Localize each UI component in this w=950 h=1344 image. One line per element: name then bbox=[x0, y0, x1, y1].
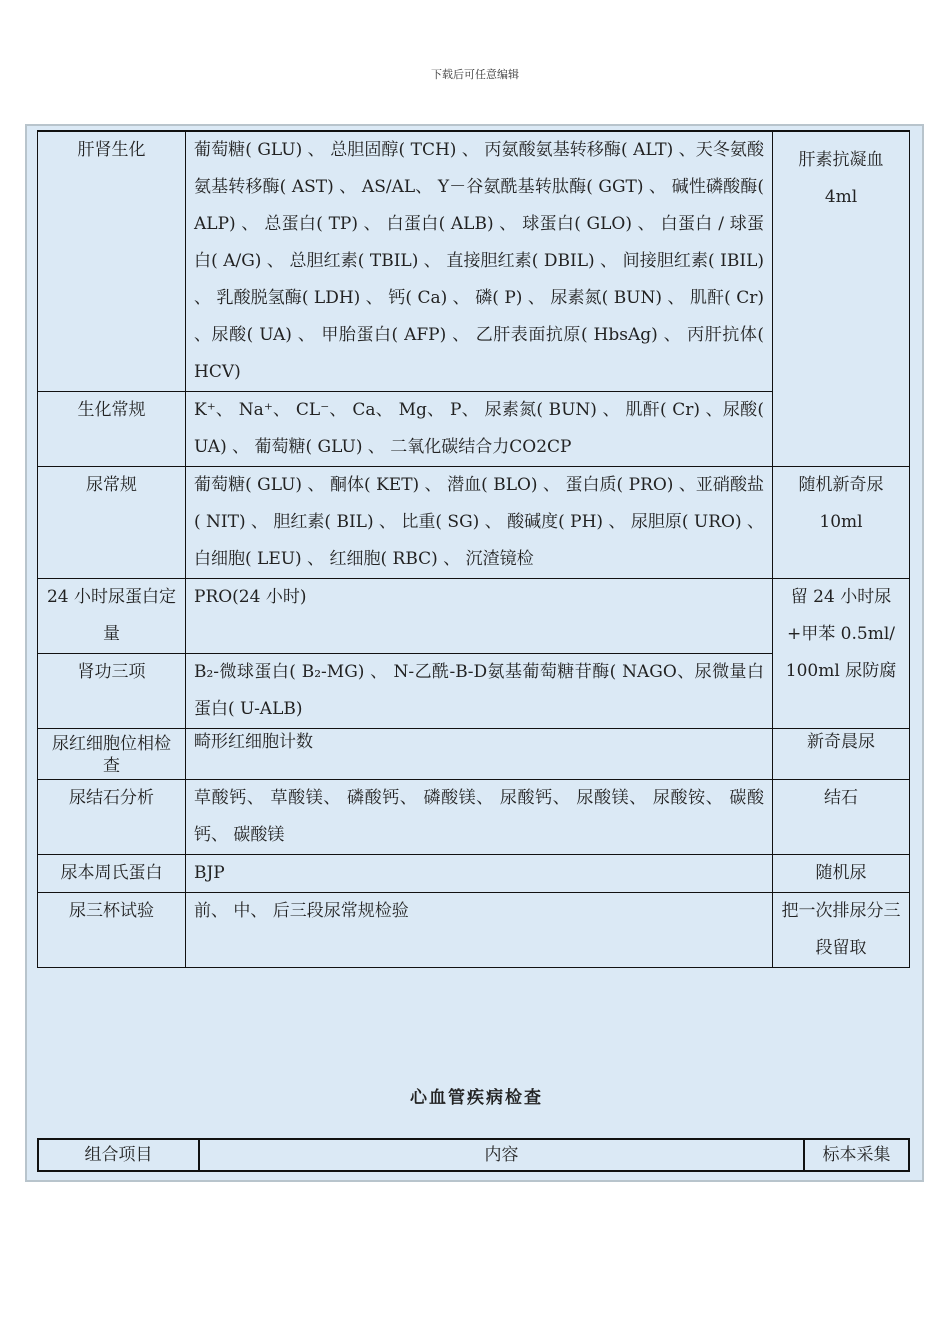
table-row bbox=[38, 780, 910, 855]
table-row bbox=[38, 131, 910, 392]
header-note: 下载后可任意编辑 bbox=[431, 68, 519, 81]
row-name: 尿结石分析 bbox=[38, 780, 186, 855]
row-name: 尿三杯试验 bbox=[38, 893, 186, 968]
row-name: 尿红细胞位相检查 bbox=[38, 729, 186, 780]
row-content: 葡萄糖( GLU) 、 酮体( KET) 、 潜血( BLO) 、 蛋白质( PRO) 、亚硝酸盐( NIT) 、 胆红素( BIL) 、 比重( SG) 、 酸碱度( PH) 、 尿胆原( URO) 、 白细胞( LEU) 、 红细胞( RBC) 、 沉渣镜检 bbox=[186, 467, 773, 579]
row-content: 草酸钙、 草酸镁、 磷酸钙、 磷酸镁、 尿酸钙、 尿酸镁、 尿酸铵、 碳酸钙、 碳酸镁 bbox=[186, 780, 773, 855]
row-sample: 留 24 小时尿+甲苯 0.5ml/ 100ml 尿防腐 bbox=[773, 579, 910, 729]
document-panel bbox=[25, 124, 924, 1182]
row-name: 肝肾生化 bbox=[38, 131, 186, 392]
row-sample: 结石 bbox=[773, 780, 910, 855]
section-title: 心血管疾病检查 bbox=[410, 1088, 543, 1108]
header-col-content: 内容 bbox=[199, 1139, 804, 1171]
cardio-table-header bbox=[37, 1138, 910, 1172]
table-row bbox=[38, 855, 910, 893]
lab-test-table bbox=[37, 130, 910, 968]
row-sample: 随机尿 bbox=[773, 855, 910, 893]
row-content: PRO(24 小时) bbox=[186, 579, 773, 654]
row-content: 前、 中、 后三段尿常规检验 bbox=[186, 893, 773, 968]
header-col-sample: 标本采集 bbox=[804, 1139, 909, 1171]
row-name: 尿常规 bbox=[38, 467, 186, 579]
row-content: 葡萄糖( GLU) 、 总胆固醇( TCH) 、 丙氨酸氨基转移酶( ALT) 、天冬氨酸氨基转移酶( AST) 、 AS/AL、 Υ－谷氨酰基转肽酶( GGT) 、 碱性磷酸酶( ALP) 、 总蛋白( TP) 、 白蛋白( ALB) 、 球蛋白( GLO) 、 白蛋白 / 球蛋白( A/G) 、 总胆红素( TBIL) 、 直接胆红素( DBIL) 、 间接胆红素( IBIL) 、 乳酸脱氢酶( LDH) 、 钙( Ca) 、 磷( P) 、 尿素氮( BUN) 、 肌酐( Cr) 、尿酸( UA) 、 甲胎蛋白( AFP) 、 乙肝表面抗原( HbsAg) 、 丙肝抗体( HCV) bbox=[186, 131, 773, 392]
table-row bbox=[38, 467, 910, 579]
row-name: 24 小时尿蛋白定量 bbox=[38, 579, 186, 654]
table-row bbox=[38, 579, 910, 654]
row-name: 肾功三项 bbox=[38, 654, 186, 729]
row-content: 畸形红细胞计数 bbox=[186, 729, 773, 780]
header-col-group: 组合项目 bbox=[38, 1139, 199, 1171]
row-name: 尿本周氏蛋白 bbox=[38, 855, 186, 893]
table-header-row bbox=[38, 1139, 909, 1171]
row-content: BJP bbox=[186, 855, 773, 893]
table-row bbox=[38, 729, 910, 780]
row-sample: 新奇晨尿 bbox=[773, 729, 910, 780]
row-content: Β₂-微球蛋白( Β₂-MG) 、 N-乙酰-Β-D氨基葡萄糖苷酶( NAGO、尿微量白蛋白( U-ALB) bbox=[186, 654, 773, 729]
row-sample: 随机新奇尿 10ml bbox=[773, 467, 910, 579]
row-sample: 把一次排尿分三段留取 bbox=[773, 893, 910, 968]
table-row bbox=[38, 893, 910, 968]
row-content: K⁺、 Na⁺、 CL⁻、 Ca、 Mg、 P、 尿素氮( BUN) 、 肌酐( Cr) 、尿酸( UA) 、 葡萄糖( GLU) 、 二氧化碳结合力CO2CP bbox=[186, 392, 773, 467]
row-sample: 肝素抗凝血 4ml bbox=[773, 131, 910, 467]
row-name: 生化常规 bbox=[38, 392, 186, 467]
